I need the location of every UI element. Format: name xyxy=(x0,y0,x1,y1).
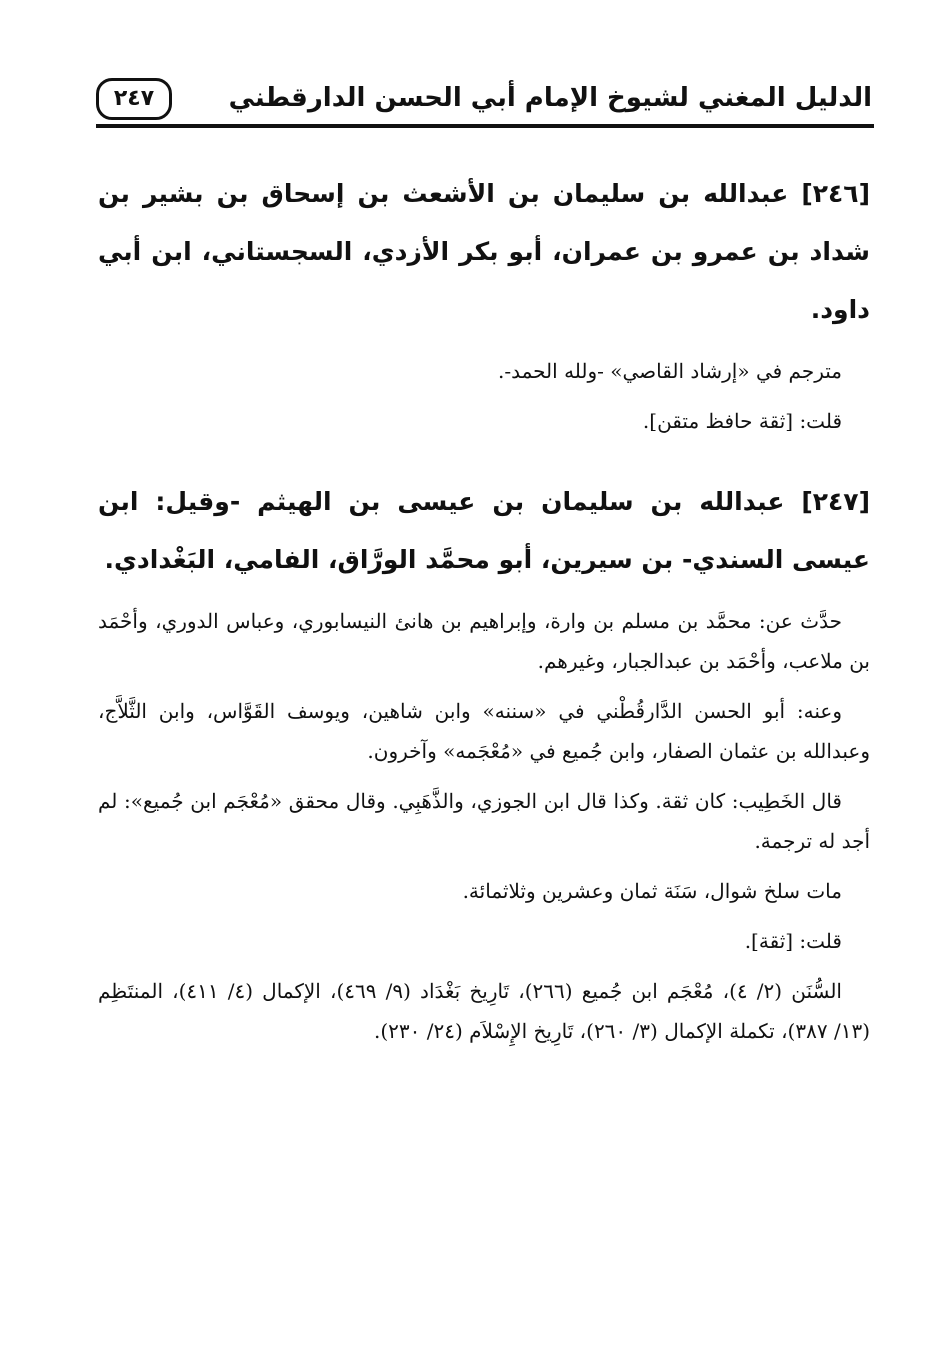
entry-247-verdict: قلت: [ثقة]. xyxy=(744,929,842,953)
entry-247-teachers: حدَّث عن: محمَّد بن مسلم بن وارة، وإبراهيم بن هانئ النيسابوري، وعباس الدوري، وأحْمَد بن ملاعب، وأحْمَد بن عبدالجبار، وغيرهم. xyxy=(98,609,870,673)
entry-247-students: وعنه: أبو الحسن الدَّارقُطْني في «سننه» وابن شاهين، ويوسف القَوَّاس، وابن الثَّلاَّج، وعبدالله بن عثمان الصفار، وابن جُميع في «مُعْجَمه» وآخرون. xyxy=(98,699,870,763)
entry-246-verdict: قلت: [ثقة حافظ متقن]. xyxy=(642,409,842,433)
entry-separator xyxy=(98,451,870,473)
entry-247-assessments: قال الخَطِيب: كان ثقة. وكذا قال ابن الجوزي، والذَّهَبِي. وقال محقق «مُعْجَم ابن جُميع»: لم أجد له ترجمة. xyxy=(98,789,870,853)
entry-247-sources: السُّنَن (٢/ ٤)، مُعْجَم ابن جُميع (٢٦٦)، تَارِيخ بَغْدَاد (٩/ ٤٦٩)، الإكمال (٤/ ٤١١)، المنتَظِم (١٣/ ٣٨٧)، تكملة الإكمال (٣/ ٢٦٠)، تَارِيخ الإِسْلاَم (٢٤/ ٢٣٠). xyxy=(98,979,870,1043)
page-number: ٢٤٧ xyxy=(96,78,172,120)
running-title: الدليل المغني لشيوخ الإمام أبي الحسن الدارقطني xyxy=(228,83,872,113)
header-rule xyxy=(96,124,874,128)
page-body xyxy=(98,165,870,1061)
entry-246-reference: مترجم في «إرشاد القاصي» -ولله الحمد-. xyxy=(497,359,842,383)
entry-247-death: مات سلخ شوال، سَنَة ثمان وعشرين وثلاثمائة. xyxy=(462,879,842,903)
entry-heading-246: [٢٤٦] عبدالله بن سليمان بن الأشعث بن إسحاق بن بشير بن شداد بن عمرو بن عمران، أبو بكر الأزدي، السجستاني، ابن أبي داود. xyxy=(98,179,870,324)
entry-heading-247: [٢٤٧] عبدالله بن سليمان بن عيسى بن الهيثم -وقيل: ابن عيسى السندي- بن سيرين، أبو محمَّد الورَّاق، الفامي، البَغْدادي. xyxy=(98,487,870,574)
